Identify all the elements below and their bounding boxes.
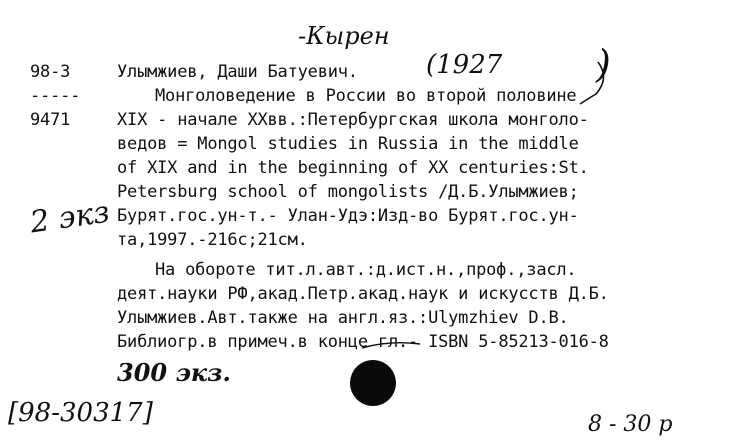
imprint-line-1: Бурят.гос.ун-т.- Улан-Удэ:Изд-во Бурят.гос.ун- (117, 206, 579, 226)
imprint-line-2: та,1997.-216с;21см. (117, 230, 308, 250)
note-line-2: деят.науки РФ,акад.Петр.акад.наук и искусств Д.Б. (117, 284, 609, 304)
bibliography-isbn-line: Библиогр.в примеч.в конце гл.- ISBN 5-85213-016-8 (117, 332, 609, 352)
title-line-1: Монголоведение в России во второй половине (155, 86, 577, 106)
call-number-top: 98-3 (30, 62, 71, 82)
handwritten-copies: 300 экз. (117, 358, 231, 387)
handwritten-name: -Кырен (298, 22, 390, 50)
call-number-bottom: 9471 (30, 110, 71, 130)
accession-number: [98-30317] (8, 398, 153, 428)
author-line: Улымжиев, Даши Батуевич. (117, 62, 358, 82)
call-number-separator: ----- (30, 86, 81, 106)
title-line-4: of XIX and in the beginning of XX centuries:St. (117, 158, 589, 178)
punch-hole (350, 360, 396, 406)
note-line-3: Улымжиев.Авт.также на англ.яз.:Ulymzhiev D.B. (117, 308, 569, 328)
note-line-1: На обороте тит.л.авт.:д.ист.н.,проф.,засл. (155, 260, 577, 280)
price-note: 8 - 30 р (588, 412, 673, 437)
title-line-5: Petersburg school of mongolists /Д.Б.Улымжиев; (117, 182, 579, 202)
handwritten-year-close: ) (596, 42, 611, 86)
handwritten-year: (1927 (426, 50, 503, 80)
margin-copies-note: 2 экз (27, 194, 112, 241)
title-line-2: XIX - начале XXвв.:Петербургская школа монголо- (117, 110, 589, 130)
title-line-3: ведов = Mongol studies in Russia in the middle (117, 134, 579, 154)
